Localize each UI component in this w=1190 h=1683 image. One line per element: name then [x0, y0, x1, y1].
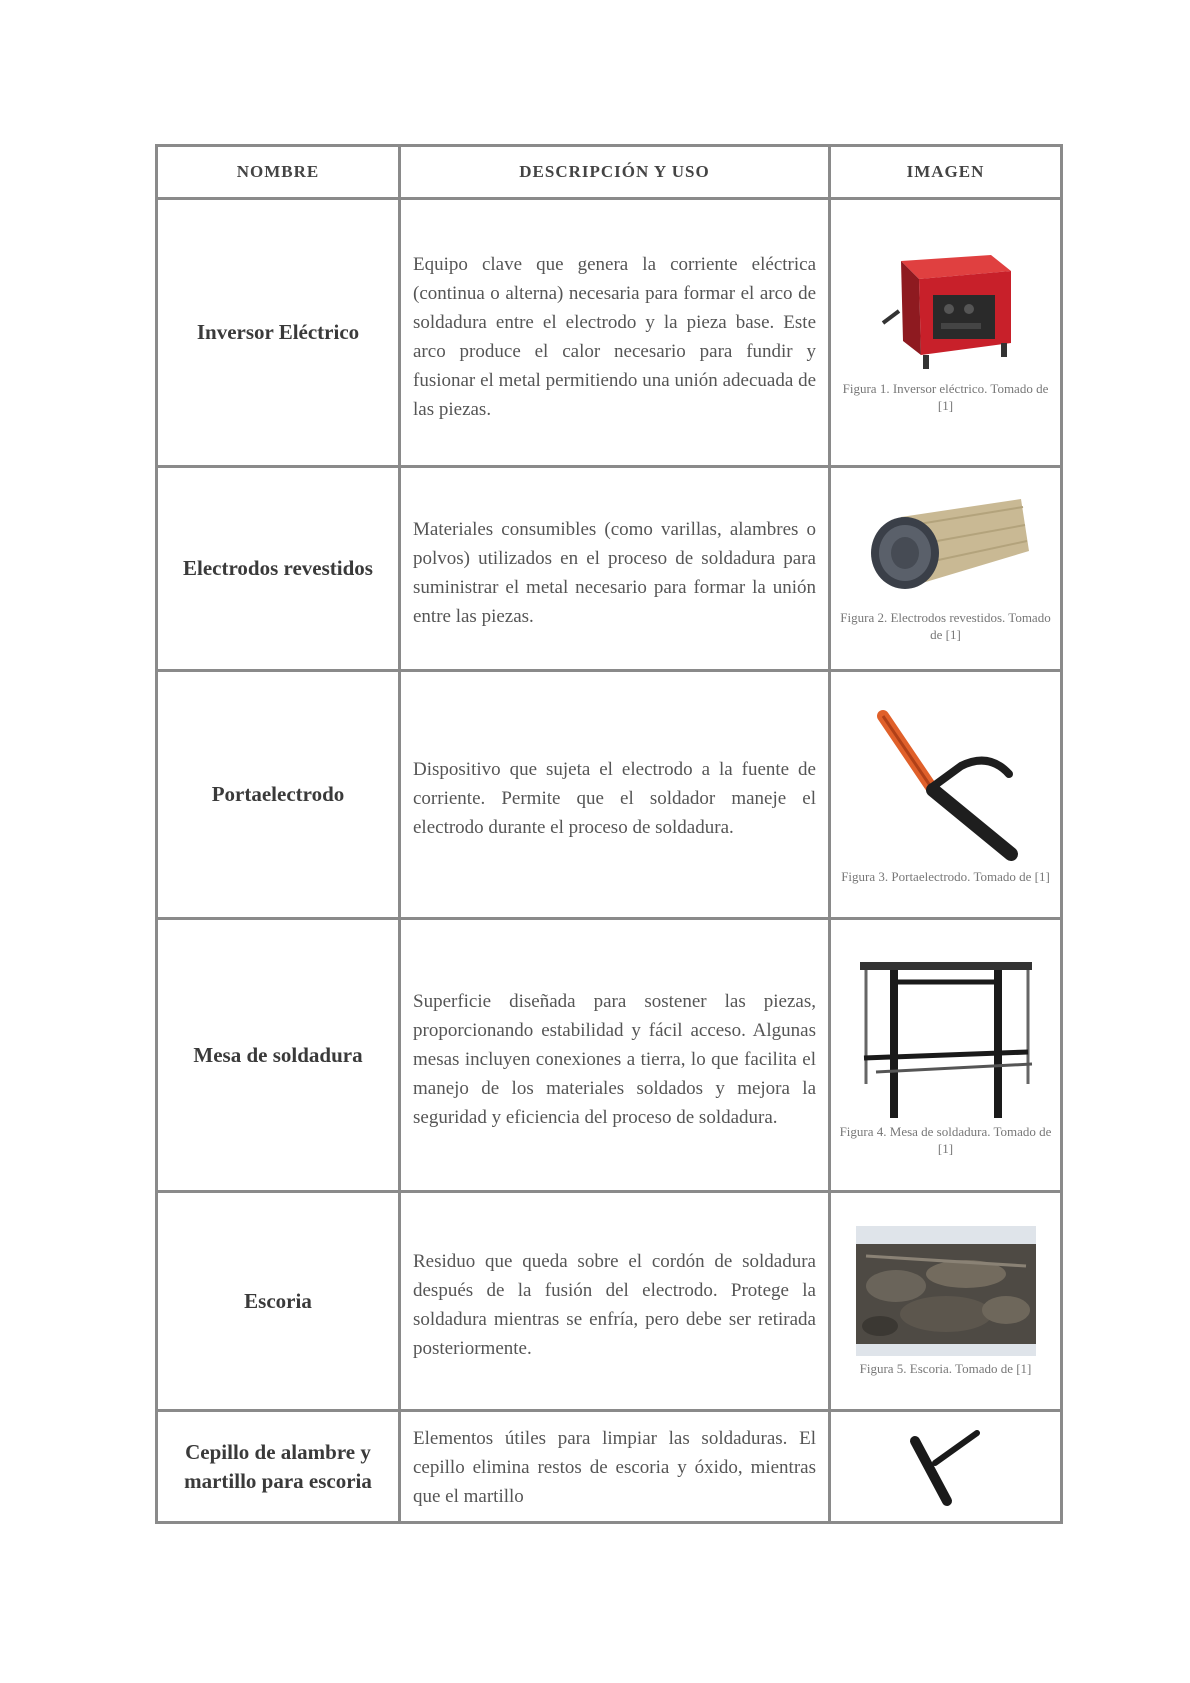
row-image-cell	[830, 919, 1062, 1192]
table-row	[157, 671, 1062, 919]
electrode-holder-icon	[861, 704, 1031, 864]
row-name: Inversor Eléctrico	[157, 199, 400, 467]
row-name: Escoria	[157, 1192, 400, 1411]
figure-caption: Figura 3. Portaelectrodo. Tomado de [1]	[841, 869, 1050, 884]
slag-icon	[856, 1226, 1036, 1356]
slag-hammer-icon	[901, 1423, 991, 1511]
row-description: Materiales consumibles (como varillas, alambres o polvos) utilizados en el proceso de soldadura para suministrar el metal necesario para formar la unión entre las piezas.	[400, 467, 830, 671]
row-description: Equipo clave que genera la corriente eléctrica (continua o alterna) necesaria para formar el arco de soldadura entre el electrodo y la pieza base. Este arco produce el calor necesario para fundir y fusionar el metal permitiendo una unión adecuada de las piezas.	[400, 199, 830, 467]
welding-inverter-icon	[871, 251, 1021, 376]
table-row	[157, 467, 1062, 671]
figure-caption: Figura 2. Electrodos revestidos. Tomado de [1]	[840, 609, 1051, 642]
row-name: Portaelectrodo	[157, 671, 400, 919]
row-image-cell	[830, 671, 1062, 919]
figure-caption: Figura 5. Escoria. Tomado de [1]	[859, 1360, 1032, 1376]
row-image-cell	[830, 199, 1062, 467]
figure-caption: Figura 1. Inversor eléctrico. Tomado de [1]	[842, 381, 1049, 413]
electrode-bundle-icon	[861, 495, 1031, 605]
row-name: Electrodos revestidos	[157, 467, 400, 671]
row-description: Superficie diseñada para sostener las piezas, proporcionando estabilidad y fácil acceso. Algunas mesas incluyen conexiones a tierra, lo que facilita el manejo de los materiales soldados y mejora la seguridad y eficiencia del proceso de soldadura.	[400, 919, 830, 1192]
header-name: NOMBRE	[157, 146, 400, 199]
tools-table	[155, 144, 1063, 1524]
header-image: IMAGEN	[830, 146, 1062, 199]
table-row	[157, 1411, 1062, 1523]
row-image-cell	[830, 1192, 1062, 1411]
row-image-cell	[830, 467, 1062, 671]
row-description: Elementos útiles para limpiar las soldaduras. El cepillo elimina restos de escoria y óxido, mientras que el martillo	[400, 1411, 830, 1523]
row-name: Cepillo de alambre y martillo para escoria	[157, 1411, 400, 1523]
header-description: DESCRIPCIÓN Y USO	[400, 146, 830, 199]
table-row	[157, 919, 1062, 1192]
row-description: Dispositivo que sujeta el electrodo a la fuente de corriente. Permite que el soldador maneje el electrodo durante el proceso de soldadura.	[400, 671, 830, 919]
table-row	[157, 199, 1062, 467]
table-row	[157, 1192, 1062, 1411]
header-row	[157, 146, 1062, 199]
row-description: Residuo que queda sobre el cordón de soldadura después de la fusión del electrodo. Protege la soldadura mientras se enfría, pero debe ser retirada posteriormente.	[400, 1192, 830, 1411]
welding-table-icon	[856, 954, 1036, 1119]
figure-caption: Figura 4. Mesa de soldadura. Tomado de [1]	[839, 1123, 1052, 1156]
row-image-cell	[830, 1411, 1062, 1523]
row-name: Mesa de soldadura	[157, 919, 400, 1192]
